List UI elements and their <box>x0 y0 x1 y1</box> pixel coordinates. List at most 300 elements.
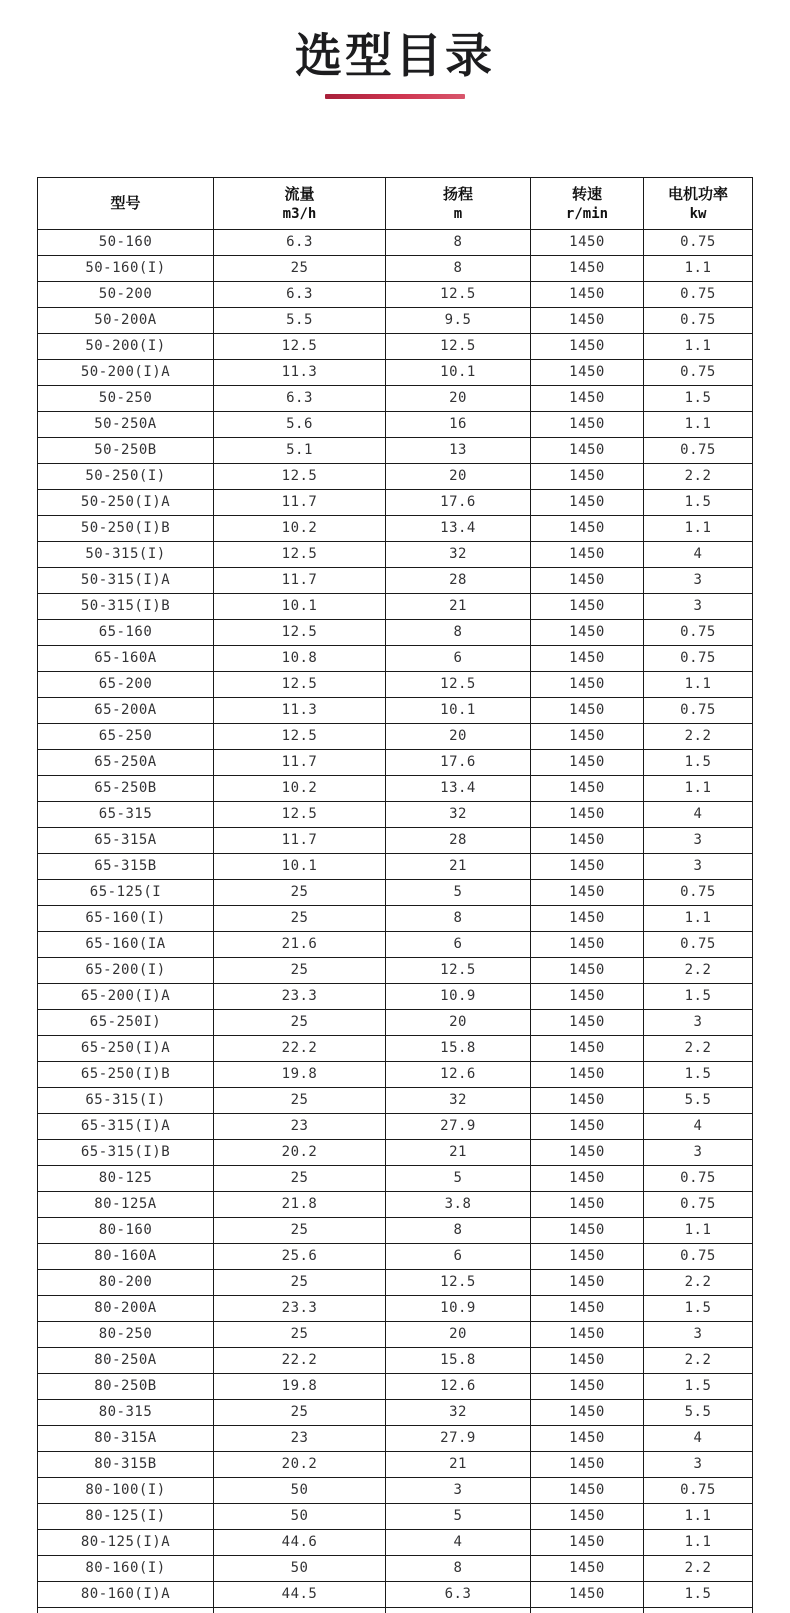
cell-head: 32 <box>386 1088 531 1114</box>
cell-flow: 50 <box>214 1556 386 1582</box>
cell-speed: 1450 <box>531 1010 644 1036</box>
cell-flow: 21.6 <box>214 932 386 958</box>
cell-head: 16 <box>386 412 531 438</box>
cell-power: 0.75 <box>644 646 753 672</box>
cell-power: 1.5 <box>644 1582 753 1608</box>
cell-speed: 1450 <box>531 1556 644 1582</box>
table-row <box>38 906 753 932</box>
cell-speed: 1450 <box>531 802 644 828</box>
cell-flow: 22.2 <box>214 1348 386 1374</box>
cell-head: 3 <box>386 1478 531 1504</box>
cell-flow: 19.8 <box>214 1062 386 1088</box>
table-row <box>38 464 753 490</box>
cell-speed: 1450 <box>531 1400 644 1426</box>
cell-flow: 6.3 <box>214 386 386 412</box>
cell-power: 2.2 <box>644 958 753 984</box>
cell-head: 8 <box>386 1556 531 1582</box>
cell-power: 0.75 <box>644 932 753 958</box>
cell-power: 3 <box>644 1140 753 1166</box>
cell-head: 27.9 <box>386 1114 531 1140</box>
cell-speed: 1450 <box>531 1218 644 1244</box>
table-row <box>38 1062 753 1088</box>
cell-speed: 1450 <box>531 932 644 958</box>
table-row <box>38 1556 753 1582</box>
cell-speed: 1450 <box>531 1270 644 1296</box>
cell-speed: 1450 <box>531 1374 644 1400</box>
cell-flow: 12.5 <box>214 620 386 646</box>
cell-speed: 1450 <box>531 1478 644 1504</box>
cell-speed: 1450 <box>531 646 644 672</box>
cell-model: 50-160 <box>38 230 214 256</box>
cell-power: 0.75 <box>644 1166 753 1192</box>
cell-speed: 1450 <box>531 698 644 724</box>
cell-model: 80-250B <box>38 1374 214 1400</box>
cell-flow: 5.1 <box>214 438 386 464</box>
cell-model: 65-250(I)B <box>38 1062 214 1088</box>
cell-model: 65-200(I) <box>38 958 214 984</box>
cell-model: 50-315(I)B <box>38 594 214 620</box>
cell-model: 65-315A <box>38 828 214 854</box>
cell-model: 80-125 <box>38 1166 214 1192</box>
cell-power: 2.2 <box>644 1556 753 1582</box>
table-row <box>38 932 753 958</box>
table-row <box>38 1452 753 1478</box>
cell-model: 65-160(IA <box>38 932 214 958</box>
cell-speed: 1450 <box>531 542 644 568</box>
cell-flow: 25 <box>214 906 386 932</box>
cell-speed: 1450 <box>531 984 644 1010</box>
cell-power: 5.5 <box>644 1400 753 1426</box>
cell-model: 50-250A <box>38 412 214 438</box>
page-header <box>0 0 790 99</box>
cell-speed: 1450 <box>531 594 644 620</box>
cell-model: 65-315(I) <box>38 1088 214 1114</box>
cell-head: 10.9 <box>386 1296 531 1322</box>
cell-flow: 12.5 <box>214 802 386 828</box>
header-model <box>38 178 214 230</box>
header-power <box>644 178 753 230</box>
table-row <box>38 282 753 308</box>
cell-model: 65-250I) <box>38 1010 214 1036</box>
cell-model: 65-200A <box>38 698 214 724</box>
cell-model: 65-250 <box>38 724 214 750</box>
table-row <box>38 1348 753 1374</box>
cell-power: 1.1 <box>644 776 753 802</box>
cell-model: 65-200 <box>38 672 214 698</box>
cell-flow: 12.5 <box>214 542 386 568</box>
cell-flow: 44.5 <box>214 1582 386 1608</box>
cell-power: 4 <box>644 542 753 568</box>
cell-head: 12.5 <box>386 334 531 360</box>
table-row <box>38 1582 753 1608</box>
cell-power: 4 <box>644 1114 753 1140</box>
cell-speed: 1450 <box>531 906 644 932</box>
cell-power: 1.1 <box>644 516 753 542</box>
cell-power: 2.2 <box>644 1036 753 1062</box>
table-header-row <box>38 178 753 230</box>
cell-head: 5 <box>386 1504 531 1530</box>
cell-flow: 25 <box>214 1400 386 1426</box>
cell-speed: 1450 <box>531 1114 644 1140</box>
cell-head: 21 <box>386 854 531 880</box>
cell-speed: 1450 <box>531 1582 644 1608</box>
cell-power: 3 <box>644 568 753 594</box>
table-row <box>38 724 753 750</box>
header-speed <box>531 178 644 230</box>
cell-model: 80-160 <box>38 1218 214 1244</box>
cell-head: 20 <box>386 386 531 412</box>
cell-flow: 21.8 <box>214 1192 386 1218</box>
header-head-unit: m <box>453 205 463 222</box>
cell-flow: 6.3 <box>214 230 386 256</box>
cell-flow: 50 <box>214 1478 386 1504</box>
cell-head: 10.1 <box>386 360 531 386</box>
cell-flow: 25 <box>214 1218 386 1244</box>
header-speed-unit: r/min <box>565 205 609 222</box>
table-row <box>38 828 753 854</box>
cell-power: 5.5 <box>644 1088 753 1114</box>
cell-head: 20 <box>386 724 531 750</box>
cell-speed: 1450 <box>531 1062 644 1088</box>
cell-power: 1.5 <box>644 1296 753 1322</box>
cell-flow: 25 <box>214 1010 386 1036</box>
cell-head: 32 <box>386 542 531 568</box>
cell-head: 10.1 <box>386 698 531 724</box>
cell-speed: 1450 <box>531 490 644 516</box>
cell-head: 4 <box>386 1530 531 1556</box>
cell-model: 80-315A <box>38 1426 214 1452</box>
cell-speed: 1450 <box>531 750 644 776</box>
table-row <box>38 542 753 568</box>
table-row <box>38 386 753 412</box>
cell-head: 15.8 <box>386 1348 531 1374</box>
cell-model: 65-250B <box>38 776 214 802</box>
cell-flow: 25.6 <box>214 1244 386 1270</box>
cell-flow: 25 <box>214 256 386 282</box>
cell-model: 65-315(I)A <box>38 1114 214 1140</box>
cell-power: 3 <box>644 854 753 880</box>
cell-head: 21 <box>386 1452 531 1478</box>
cell-flow: 11.7 <box>214 568 386 594</box>
cell-power: 1.1 <box>644 412 753 438</box>
table-row <box>38 620 753 646</box>
cell-head: 17.6 <box>386 490 531 516</box>
cell-speed: 1450 <box>531 282 644 308</box>
cell-power: 1.5 <box>644 984 753 1010</box>
cell-power: 0.75 <box>644 1478 753 1504</box>
table-row <box>38 802 753 828</box>
cell-power: 2.2 <box>644 1348 753 1374</box>
table-row <box>38 958 753 984</box>
cell-model: 50-250 <box>38 386 214 412</box>
cell-speed: 1450 <box>531 776 644 802</box>
table-row <box>38 1530 753 1556</box>
cell-model: 65-315(I)B <box>38 1140 214 1166</box>
table-row <box>38 438 753 464</box>
cell-flow: 11.3 <box>214 698 386 724</box>
cell-flow: 10.2 <box>214 776 386 802</box>
cell-model: 50-250(I)A <box>38 490 214 516</box>
cell-model: 80-160(I) <box>38 1556 214 1582</box>
table-row <box>38 230 753 256</box>
cell-speed: 1450 <box>531 568 644 594</box>
cell-speed: 1450 <box>531 1140 644 1166</box>
cell-speed: 1450 <box>531 256 644 282</box>
cell-flow: 10.8 <box>214 646 386 672</box>
cell-speed: 1450 <box>531 1530 644 1556</box>
cell-speed: 1450 <box>531 230 644 256</box>
cell-head: 5 <box>386 880 531 906</box>
table-row <box>38 308 753 334</box>
cell-flow: 25 <box>214 1166 386 1192</box>
cell-model: 65-160(I) <box>38 906 214 932</box>
cell-model: 80-100(I) <box>38 1478 214 1504</box>
table-row <box>38 1504 753 1530</box>
cell-head: 12.5 <box>386 282 531 308</box>
table-row <box>38 698 753 724</box>
cell-head: 13.4 <box>386 776 531 802</box>
cell-power: 3 <box>644 1322 753 1348</box>
table-row <box>38 1478 753 1504</box>
cell-power: 2.2 <box>644 1270 753 1296</box>
header-power-label: 电机功率 <box>667 185 728 203</box>
table-row <box>38 360 753 386</box>
cell-head: 8 <box>386 620 531 646</box>
cell-power: 1.5 <box>644 1374 753 1400</box>
cell-flow: 23.3 <box>214 1296 386 1322</box>
cell-speed: 1450 <box>531 1426 644 1452</box>
cell-head: 20 <box>386 1010 531 1036</box>
cell-speed: 1450 <box>531 360 644 386</box>
cell-flow: 10.2 <box>214 516 386 542</box>
cell-flow: 5.5 <box>214 308 386 334</box>
cell-power: 0.75 <box>644 230 753 256</box>
cell-model: 65-160 <box>38 620 214 646</box>
table-row <box>38 1400 753 1426</box>
cell-model: 65-250(I)A <box>38 1036 214 1062</box>
cell-power: 3 <box>644 1452 753 1478</box>
cell-head: 9.5 <box>386 308 531 334</box>
cell-flow: 12.5 <box>214 464 386 490</box>
cell-speed: 1450 <box>531 516 644 542</box>
cell-speed: 1450 <box>531 1504 644 1530</box>
cell-speed: 1450 <box>531 880 644 906</box>
cell-head: 6 <box>386 1244 531 1270</box>
cell-head: 28 <box>386 568 531 594</box>
cell-power: 1.5 <box>644 386 753 412</box>
cell-power: 0.75 <box>644 360 753 386</box>
cell-power: 1.1 <box>644 1218 753 1244</box>
cell-flow: 10.1 <box>214 594 386 620</box>
cell-model: 65-160A <box>38 646 214 672</box>
cell-flow: 10.1 <box>214 854 386 880</box>
cell-head: 27.9 <box>386 1426 531 1452</box>
cell-speed: 1450 <box>531 1244 644 1270</box>
cell-head: 12.6 <box>386 1374 531 1400</box>
cell-power: 0.75 <box>644 282 753 308</box>
cell-head: 8 <box>386 256 531 282</box>
cell-model: 80-315 <box>38 1400 214 1426</box>
cell-flow: 6.3 <box>214 282 386 308</box>
cell-model: 80-200A <box>38 1296 214 1322</box>
cell-head: 3.8 <box>386 1192 531 1218</box>
cell-flow: 23.3 <box>214 984 386 1010</box>
cell-head: 21 <box>386 1140 531 1166</box>
header-flow-label: 流量 <box>284 185 315 203</box>
cell-empty <box>531 1608 644 1613</box>
cell-power: 0.75 <box>644 620 753 646</box>
header-power-unit: kw <box>689 205 707 222</box>
cell-model: 65-315 <box>38 802 214 828</box>
cell-power: 0.75 <box>644 308 753 334</box>
cell-head: 21 <box>386 594 531 620</box>
cell-model: 50-200A <box>38 308 214 334</box>
title-underline <box>325 94 465 99</box>
cell-flow: 25 <box>214 1088 386 1114</box>
cell-flow: 11.7 <box>214 490 386 516</box>
cell-model: 50-250(I) <box>38 464 214 490</box>
cell-speed: 1450 <box>531 672 644 698</box>
table-row <box>38 1244 753 1270</box>
cell-head: 12.5 <box>386 672 531 698</box>
table-row <box>38 672 753 698</box>
cell-model: 50-315(I) <box>38 542 214 568</box>
cell-power: 1.5 <box>644 490 753 516</box>
table-row <box>38 490 753 516</box>
table-row <box>38 1322 753 1348</box>
cell-flow: 25 <box>214 1322 386 1348</box>
table-row <box>38 568 753 594</box>
cell-speed: 1450 <box>531 334 644 360</box>
table-row <box>38 256 753 282</box>
cell-head: 12.5 <box>386 1270 531 1296</box>
cell-flow: 23 <box>214 1114 386 1140</box>
cell-power: 1.1 <box>644 256 753 282</box>
cell-power: 2.2 <box>644 724 753 750</box>
cell-model: 80-250 <box>38 1322 214 1348</box>
table-row <box>38 1270 753 1296</box>
cell-head: 32 <box>386 802 531 828</box>
cell-speed: 1450 <box>531 854 644 880</box>
cell-model: 80-315B <box>38 1452 214 1478</box>
cell-speed: 1450 <box>531 1166 644 1192</box>
cell-head: 6 <box>386 646 531 672</box>
table-row <box>38 1166 753 1192</box>
table-row <box>38 880 753 906</box>
cell-speed: 1450 <box>531 308 644 334</box>
table-row <box>38 1114 753 1140</box>
table-row <box>38 1010 753 1036</box>
cell-power: 3 <box>644 828 753 854</box>
cell-speed: 1450 <box>531 1296 644 1322</box>
cell-power: 3 <box>644 594 753 620</box>
table-row <box>38 516 753 542</box>
cell-empty <box>38 1608 214 1613</box>
table-row <box>38 594 753 620</box>
header-speed-label: 转速 <box>571 185 602 203</box>
cell-speed: 1450 <box>531 620 644 646</box>
cell-head: 12.5 <box>386 958 531 984</box>
catalog-table <box>37 177 753 1613</box>
cell-power: 1.1 <box>644 672 753 698</box>
cell-speed: 1450 <box>531 438 644 464</box>
cell-head: 32 <box>386 1400 531 1426</box>
cell-model: 50-315(I)A <box>38 568 214 594</box>
cell-model: 50-250(I)B <box>38 516 214 542</box>
cell-model: 80-160(I)A <box>38 1582 214 1608</box>
cell-head: 8 <box>386 230 531 256</box>
cell-head: 8 <box>386 1218 531 1244</box>
cell-model: 80-200 <box>38 1270 214 1296</box>
cell-flow: 23 <box>214 1426 386 1452</box>
table-row <box>38 1036 753 1062</box>
cell-model: 65-125(I <box>38 880 214 906</box>
cell-power: 4 <box>644 802 753 828</box>
cell-power: 1.1 <box>644 1530 753 1556</box>
cell-power: 0.75 <box>644 1244 753 1270</box>
table-row <box>38 334 753 360</box>
cell-empty <box>644 1608 753 1613</box>
cell-flow: 20.2 <box>214 1452 386 1478</box>
cell-head: 10.9 <box>386 984 531 1010</box>
cell-model: 65-250A <box>38 750 214 776</box>
cell-flow: 50 <box>214 1504 386 1530</box>
cell-flow: 12.5 <box>214 724 386 750</box>
cell-flow: 44.6 <box>214 1530 386 1556</box>
cell-flow: 11.7 <box>214 750 386 776</box>
cell-flow: 19.8 <box>214 1374 386 1400</box>
cell-flow: 22.2 <box>214 1036 386 1062</box>
cell-speed: 1450 <box>531 724 644 750</box>
table-row <box>38 1088 753 1114</box>
cell-speed: 1450 <box>531 1088 644 1114</box>
table-row <box>38 750 753 776</box>
cell-head: 5 <box>386 1166 531 1192</box>
cell-head: 6 <box>386 932 531 958</box>
table-row <box>38 776 753 802</box>
cell-model: 80-160A <box>38 1244 214 1270</box>
cell-speed: 1450 <box>531 1452 644 1478</box>
cell-model: 80-125(I) <box>38 1504 214 1530</box>
cell-speed: 1450 <box>531 1322 644 1348</box>
cell-model: 50-200(I) <box>38 334 214 360</box>
cell-flow: 25 <box>214 880 386 906</box>
cell-model: 80-125A <box>38 1192 214 1218</box>
cell-model: 50-200(I)A <box>38 360 214 386</box>
cell-head: 6.3 <box>386 1582 531 1608</box>
cell-power: 0.75 <box>644 1192 753 1218</box>
cell-head: 12.6 <box>386 1062 531 1088</box>
cell-flow: 12.5 <box>214 672 386 698</box>
header-flow-unit: m3/h <box>282 205 317 222</box>
table-row <box>38 1192 753 1218</box>
cell-model: 50-160(I) <box>38 256 214 282</box>
cell-flow: 25 <box>214 1270 386 1296</box>
cell-power: 1.5 <box>644 1062 753 1088</box>
cell-model: 80-125(I)A <box>38 1530 214 1556</box>
cell-speed: 1450 <box>531 412 644 438</box>
cell-power: 1.1 <box>644 334 753 360</box>
table-row <box>38 984 753 1010</box>
cell-head: 13.4 <box>386 516 531 542</box>
cell-power: 0.75 <box>644 438 753 464</box>
cell-power: 0.75 <box>644 880 753 906</box>
cell-model: 50-200 <box>38 282 214 308</box>
table-row <box>38 1374 753 1400</box>
table-row <box>38 1218 753 1244</box>
header-flow <box>214 178 386 230</box>
cell-flow: 11.7 <box>214 828 386 854</box>
